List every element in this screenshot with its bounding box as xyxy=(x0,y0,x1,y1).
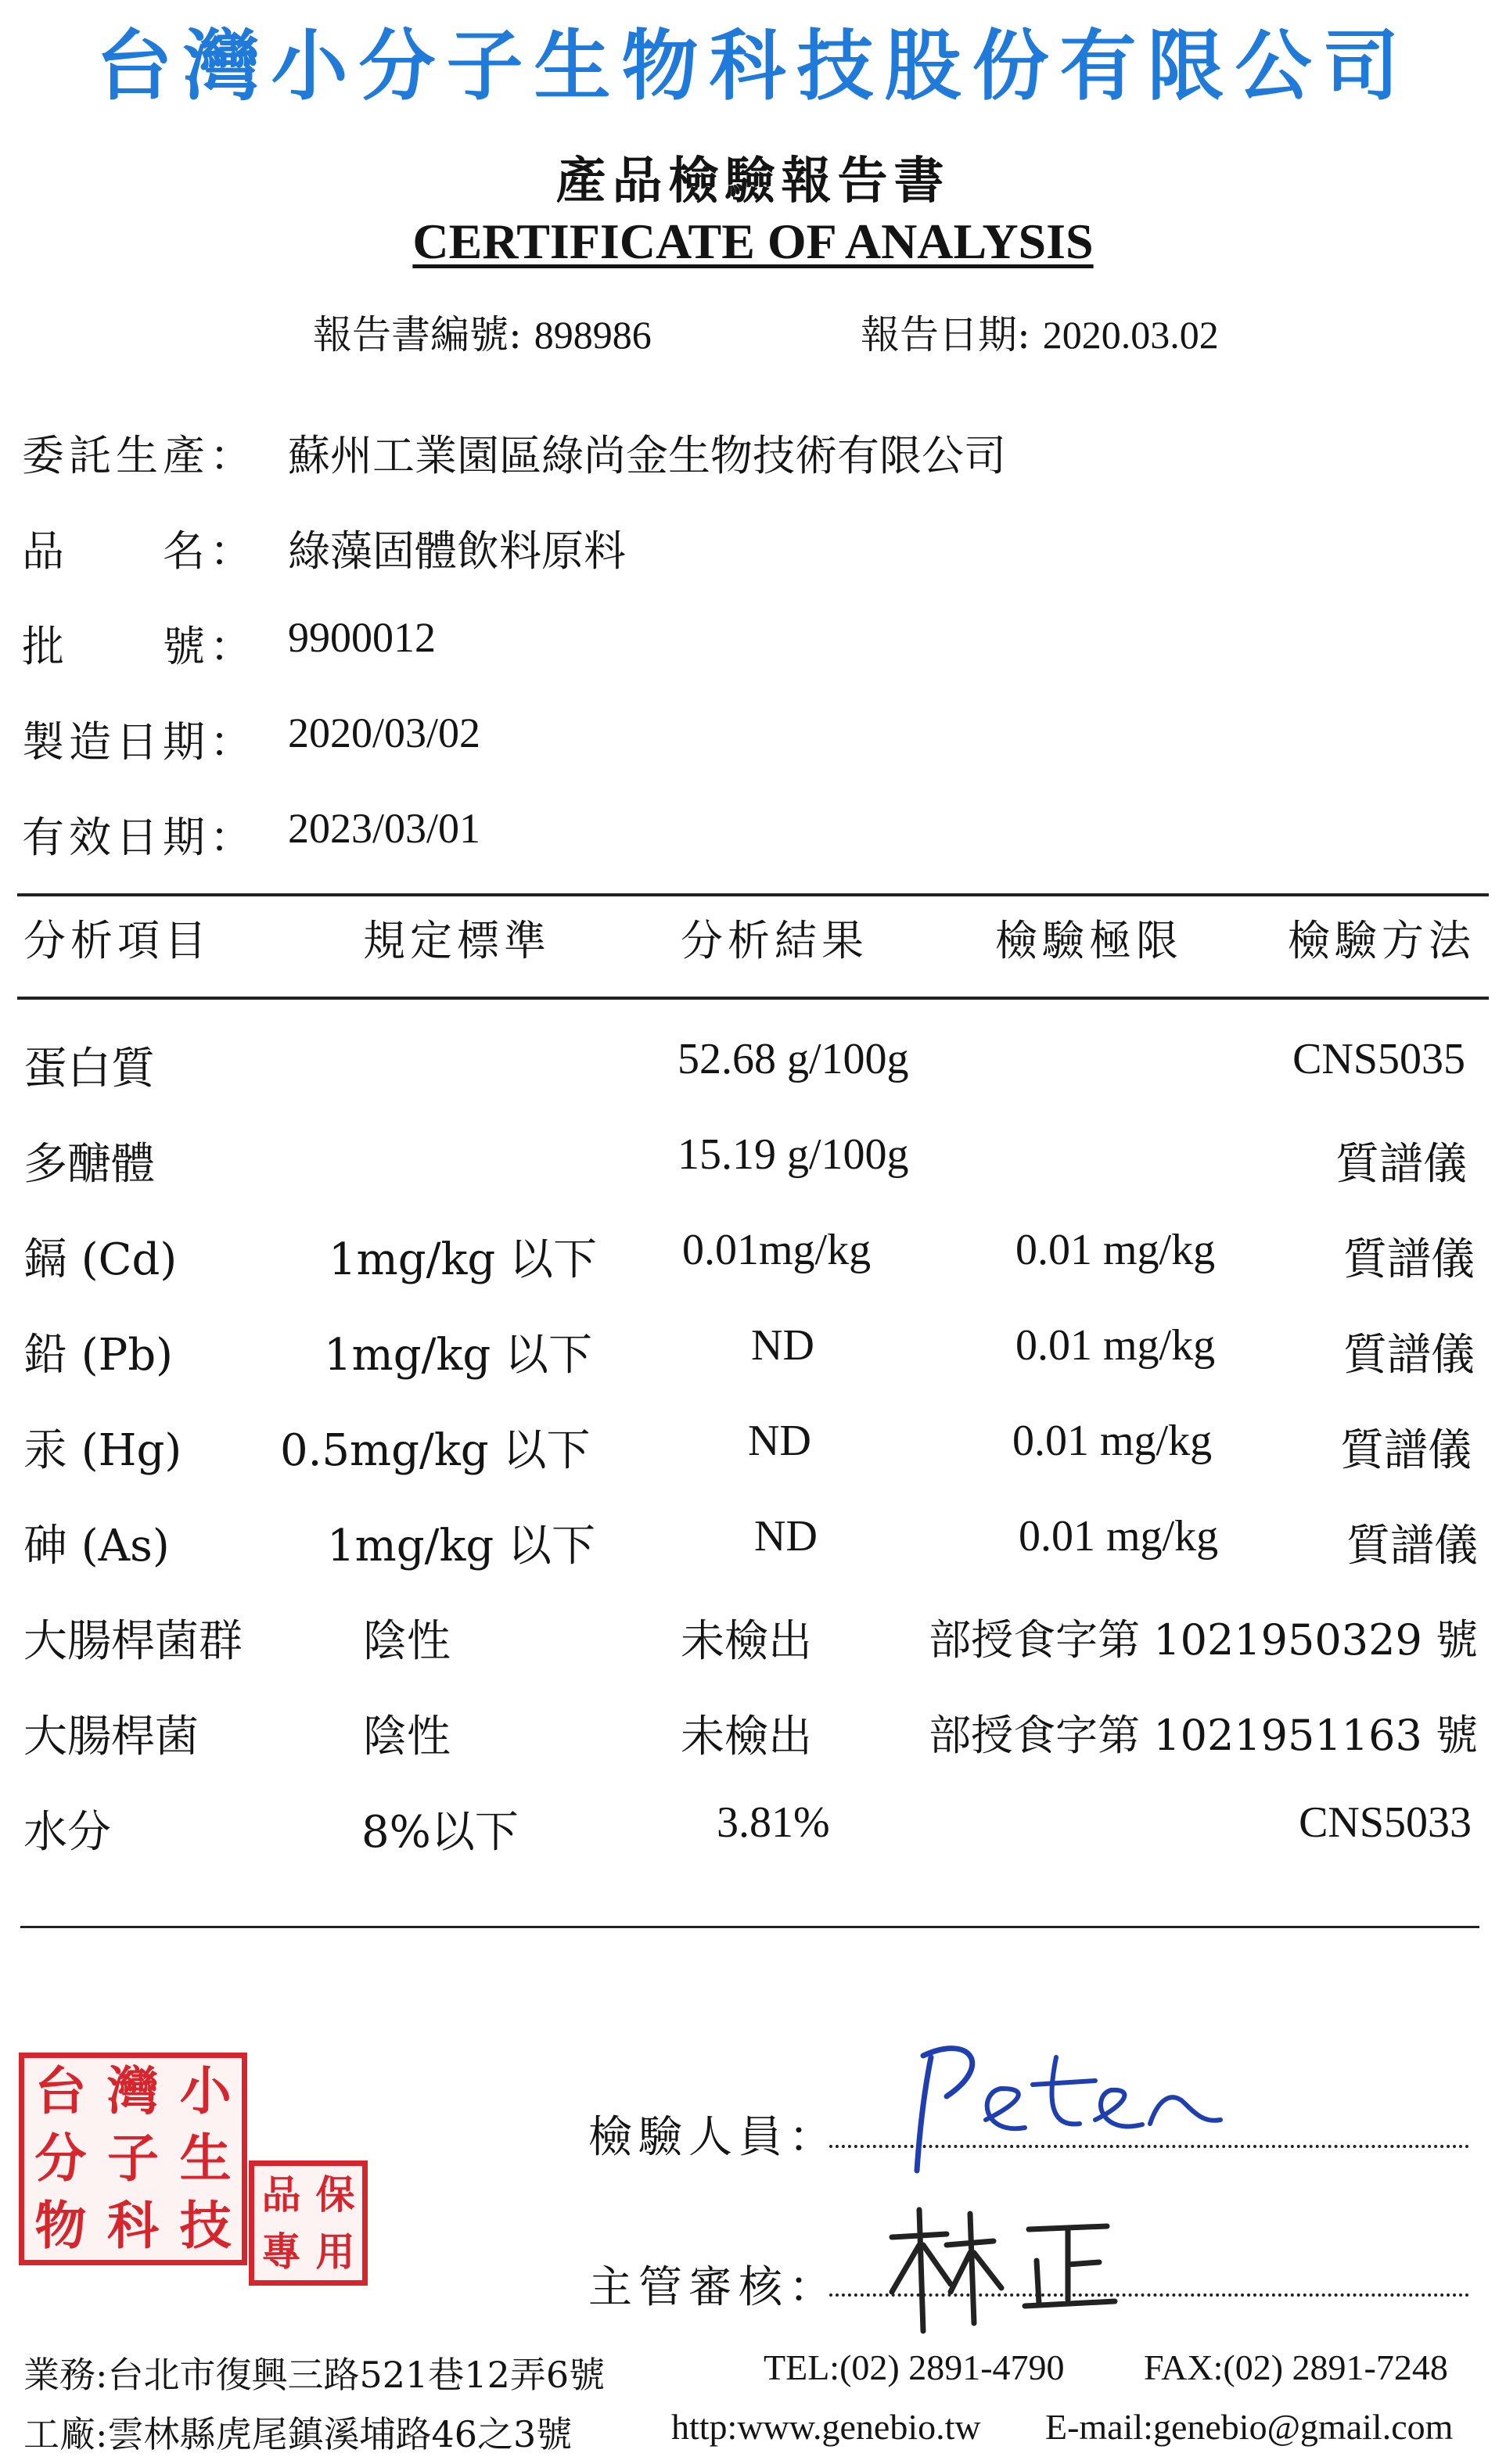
header-result: 分析結果 xyxy=(681,916,868,965)
row-item: 水分 xyxy=(23,1807,111,1858)
row-limit: 0.01 mg/kg xyxy=(1015,1321,1216,1370)
row-method: 質譜儀 xyxy=(1340,1425,1472,1476)
table-header-rule xyxy=(17,997,1489,1000)
row-item: 鎘 (Cd) xyxy=(23,1234,178,1285)
row-item: 多醣體 xyxy=(23,1139,155,1190)
row-standard: 1mg/kg 以下 xyxy=(324,1330,593,1381)
info-value-manufacturer: 蘇州工業園區綠尚金生物技術有限公司 xyxy=(288,431,1006,480)
info-label-expiry-date: 有效日期： xyxy=(22,813,257,862)
row-item: 蛋白質 xyxy=(23,1043,155,1094)
row-standard: 1mg/kg 以下 xyxy=(327,1521,596,1571)
row-method: 質譜儀 xyxy=(1335,1139,1467,1190)
table-top-rule xyxy=(17,893,1489,896)
row-result: 未檢出 xyxy=(681,1616,812,1667)
report-title-english: CERTIFICATE OF ANALYSIS xyxy=(412,214,1094,269)
footer-factory xyxy=(23,2406,572,2458)
row-method: 質譜儀 xyxy=(1343,1330,1475,1381)
report-date-label: 報告日期: xyxy=(861,312,1030,357)
info-value-product-name: 綠藻固體飲料原料 xyxy=(288,526,626,576)
report-number-label: 報告書編號: xyxy=(313,312,522,357)
info-label-manufacturer: 委託生產： xyxy=(22,431,257,480)
row-result: 0.01mg/kg xyxy=(682,1226,872,1274)
info-value-expiry-date: 2023/03/01 xyxy=(288,805,481,852)
row-method: 質譜儀 xyxy=(1343,1234,1475,1285)
row-standard: 陰性 xyxy=(363,1616,451,1667)
footer-business xyxy=(23,2347,605,2398)
header-standard: 規定標準 xyxy=(363,916,551,965)
row-standard: 0.5mg/kg 以下 xyxy=(280,1425,591,1476)
row-item: 汞 (Hg) xyxy=(23,1425,182,1476)
supervisor-signature xyxy=(876,2198,1127,2339)
company-seal: 台 灣 小 分 子 生 物 科 技 xyxy=(19,2053,247,2265)
row-method: CNS5033 xyxy=(1299,1798,1472,1847)
header-method: 檢驗方法 xyxy=(1288,916,1475,965)
info-label-batch-no: 批 號： xyxy=(22,622,257,671)
table-bottom-rule xyxy=(20,1926,1479,1928)
header-limit: 檢驗極限 xyxy=(995,916,1183,965)
report-date-block xyxy=(861,304,1219,360)
quality-seal: 品 保 專 用 xyxy=(249,2160,368,2286)
row-item: 鉛 (Pb) xyxy=(23,1330,174,1381)
report-title: 產品檢驗報告書 xyxy=(555,152,951,210)
footer-fax: FAX:(02) 2891-7248 xyxy=(1144,2347,1448,2387)
row-standard: 1mg/kg 以下 xyxy=(329,1234,598,1285)
row-standard: 陰性 xyxy=(363,1712,451,1762)
inspector-signature xyxy=(900,2026,1228,2182)
info-label-product-name: 品 名： xyxy=(22,526,257,576)
row-result: ND xyxy=(754,1512,818,1561)
row-result: ND xyxy=(751,1321,814,1370)
footer-website[interactable]: http:www.genebio.tw xyxy=(671,2407,981,2447)
row-standard: 8%以下 xyxy=(361,1807,519,1858)
footer-tel: TEL:(02) 2891-4790 xyxy=(764,2347,1065,2387)
row-result: 未檢出 xyxy=(681,1712,812,1762)
factory-label: 工廠: xyxy=(23,2413,108,2455)
row-limit: 0.01 mg/kg xyxy=(1019,1512,1219,1561)
row-limit: 部授食字第 1021950329 號 xyxy=(929,1615,1478,1665)
company-name: 台灣小分子生物科技股份有限公司 xyxy=(95,22,1411,111)
report-number: 898986 xyxy=(534,313,652,357)
business-label: 業務: xyxy=(23,2354,108,2396)
info-value-batch-no: 9900012 xyxy=(288,614,436,661)
row-method: CNS5035 xyxy=(1292,1035,1465,1083)
factory-address: 雲林縣虎尾鎮溪埔路46之3號 xyxy=(107,2413,573,2455)
row-result: 52.68 g/100g xyxy=(678,1035,909,1083)
row-result: 3.81% xyxy=(717,1798,830,1847)
report-number-block xyxy=(313,304,652,360)
footer-email[interactable]: E-mail:genebio@gmail.com xyxy=(1045,2407,1454,2447)
row-item: 砷 (As) xyxy=(23,1521,170,1571)
report-date: 2020.03.02 xyxy=(1042,313,1219,357)
row-item: 大腸桿菌 xyxy=(23,1712,199,1762)
info-value-manufacture-date: 2020/03/02 xyxy=(288,709,481,756)
business-address: 台北市復興三路521巷12弄6號 xyxy=(107,2354,606,2396)
row-limit: 0.01 mg/kg xyxy=(1015,1226,1216,1274)
row-item: 大腸桿菌群 xyxy=(23,1616,243,1667)
row-result: 15.19 g/100g xyxy=(678,1130,909,1179)
inspector-label: 檢驗人員： xyxy=(588,2112,839,2163)
supervisor-label: 主管審核： xyxy=(588,2262,839,2313)
row-result: ND xyxy=(748,1417,811,1465)
row-method: 質譜儀 xyxy=(1346,1521,1478,1571)
header-item: 分析項目 xyxy=(23,916,211,965)
info-label-manufacture-date: 製造日期： xyxy=(22,717,257,767)
row-limit: 0.01 mg/kg xyxy=(1012,1417,1213,1465)
row-limit: 部授食字第 1021951163 號 xyxy=(929,1711,1478,1760)
